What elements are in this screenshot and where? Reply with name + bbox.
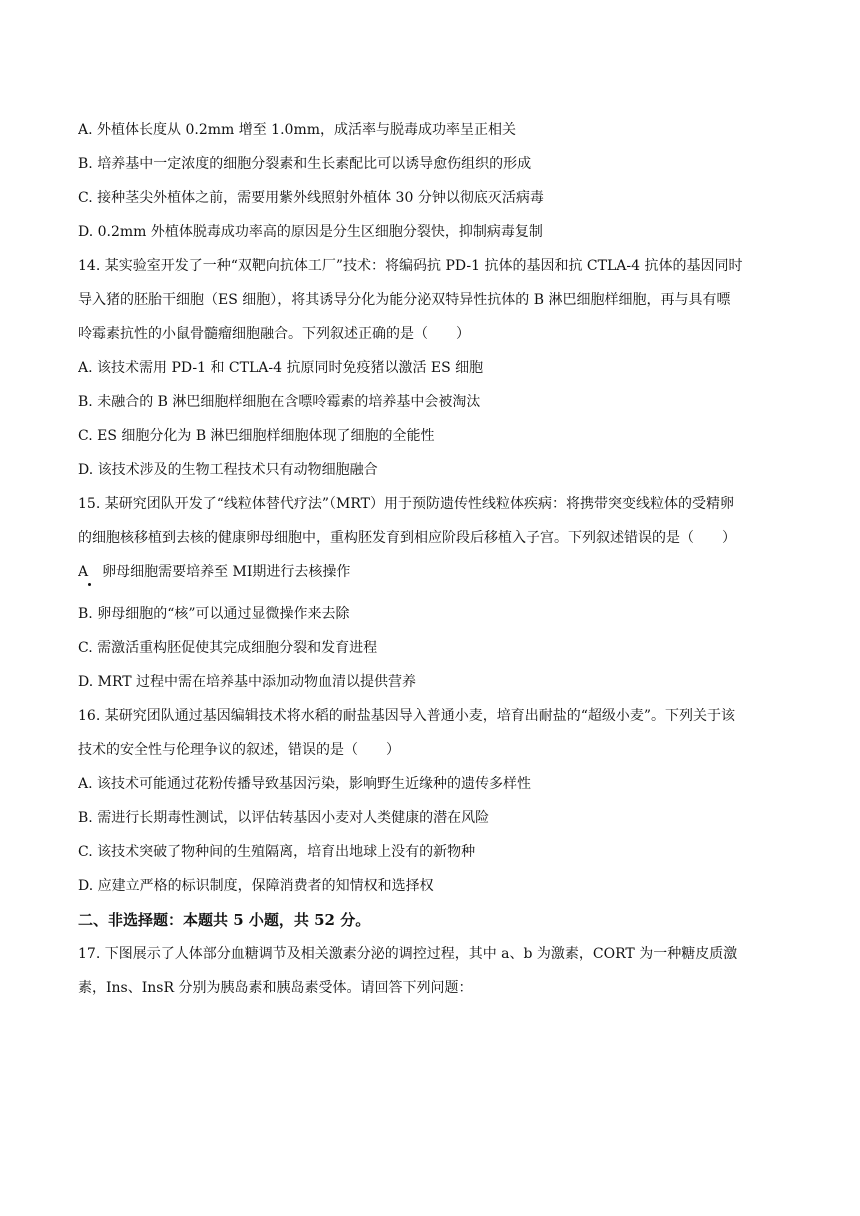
q14-option-a: A. 该技术需用 PD-1 和 CTLA-4 抗原同时免疫猪以激活 ES 细胞 (78, 360, 484, 376)
q13-option-b: B. 培养基中一定浓度的细胞分裂素和生长素配比可以诱导愈伤组织的形成 (78, 156, 532, 172)
q14-option-d: D. 该技术涉及的生物工程技术只有动物细胞融合 (78, 462, 378, 478)
q17-stem-line-1: 17. 下图展示了人体部分血糖调节及相关激素分泌的调控过程，其中 a、b 为激素，CORT 为一种糖皮质激 (78, 946, 738, 962)
q13-option-c: C. 接种茎尖外植体之前，需要用紫外线照射外植体 30 分钟以彻底灭活病毒 (78, 190, 544, 206)
q13-option-a: A. 外植体长度从 0.2mm 增至 1.0mm，成活率与脱毒成功率呈正相关 (78, 122, 516, 138)
q15-option-c: C. 需激活重构胚促使其完成细胞分裂和发育进程 (78, 640, 378, 656)
q13-option-d: D. 0.2mm 外植体脱毒成功率高的原因是分生区细胞分裂快，抑制病毒复制 (78, 224, 543, 240)
q15-stem-line-1: 15. 某研究团队开发了“线粒体替代疗法”（MRT）用于预防遗传性线粒体疾病：将携带突变线粒体的受精卵 (78, 496, 734, 512)
option-dot-mark (88, 583, 91, 586)
q16-stem-line-1: 16. 某研究团队通过基因编辑技术将水稻的耐盐基因导入普通小麦，培育出耐盐的“超级小麦”。下列关于该 (78, 708, 736, 724)
q16-option-b: B. 需进行长期毒性测试，以评估转基因小麦对人类健康的潜在风险 (78, 810, 490, 826)
q16-option-d: D. 应建立严格的标识制度，保障消费者的知情权和选择权 (78, 878, 434, 894)
q16-option-c: C. 该技术突破了物种间的生殖隔离，培育出地球上没有的新物种 (78, 844, 476, 860)
q14-stem-line-1: 14. 某实验室开发了一种“双靶向抗体工厂”技术：将编码抗 PD-1 抗体的基因和抗 CTLA-4 抗体的基因同时 (78, 258, 743, 274)
q15-option-a: A 卵母细胞需要培养至 MⅠ期进行去核操作 (78, 564, 351, 580)
q16-option-a: A. 该技术可能通过花粉传播导致基因污染，影响野生近缘种的遗传多样性 (78, 776, 532, 792)
q17-stem-line-2: 素，Ins、InsR 分别为胰岛素和胰岛素受体。请回答下列问题： (78, 980, 473, 996)
q14-option-c: C. ES 细胞分化为 B 淋巴细胞样细胞体现了细胞的全能性 (78, 428, 435, 444)
q16-stem-line-2: 技术的安全性与伦理争议的叙述，错误的是（ ） (78, 742, 400, 758)
q14-stem-line-3: 呤霉素抗性的小鼠骨髓瘤细胞融合。下列叙述正确的是（ ） (78, 326, 470, 342)
q15-option-d: D. MRT 过程中需在培养基中添加动物血清以提供营养 (78, 674, 417, 690)
q14-stem-line-2: 导入猪的胚胎干细胞（ES 细胞），将其诱导分化为能分泌双特异性抗体的 B 淋巴细胞样细胞，再与具有嘌 (78, 292, 731, 308)
q15-option-b: B. 卵母细胞的“核”可以通过显微操作来去除 (78, 606, 350, 622)
section-heading: 二、非选择题：本题共 5 小题，共 52 分。 (78, 911, 371, 929)
q14-option-b: B. 未融合的 B 淋巴细胞样细胞在含嘌呤霉素的培养基中会被淘汰 (78, 394, 481, 410)
q15-stem-line-2: 的细胞核移植到去核的健康卵母细胞中，重构胚发育到相应阶段后移植入子宫。下列叙述错误的是（ ） (78, 530, 736, 546)
